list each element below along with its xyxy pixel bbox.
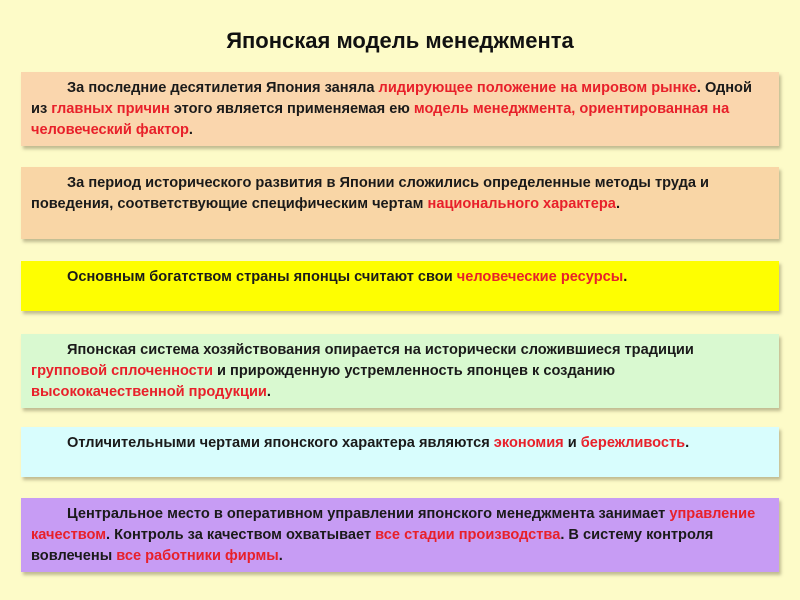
text-block-1 <box>21 72 779 146</box>
text-block-6 <box>21 498 779 572</box>
text-run: Основным богатством страны японцы считают свои <box>67 269 457 285</box>
text-run: За последние десятилетия Япония заняла <box>67 80 379 96</box>
text-run: Японская система хозяйствования опирается на исторически сложившиеся традиции <box>67 342 694 358</box>
highlighted-phrase: все работники фирмы <box>116 548 279 564</box>
text-run: За период исторического развития в Японии сложились определенные методы труда и поведения, соответствующие специфическим чертам <box>31 175 709 212</box>
highlighted-phrase: модель менеджмента, ориентированная на человеческий фактор <box>31 101 730 138</box>
text-run: . <box>685 435 690 451</box>
text-run: и <box>563 435 581 451</box>
highlighted-phrase: лидирующее положение на мировом рынке <box>378 80 697 96</box>
highlighted-phrase: бережливость <box>580 435 686 451</box>
highlighted-phrase: главных причин <box>51 101 170 117</box>
page-title: Японская модель менеджмента <box>226 28 574 53</box>
text-run: . Контроль за качеством охватывает <box>106 527 376 543</box>
text-run: . <box>266 384 271 400</box>
highlighted-phrase: национального характера <box>427 196 616 212</box>
text-run: и прирожденную устремленность японцев к созданию <box>212 363 616 379</box>
text-run: . <box>623 269 628 285</box>
text-block-4 <box>21 334 779 408</box>
text-block-2 <box>21 167 779 239</box>
text-run: . <box>188 122 193 138</box>
text-run: . В систему контроля вовлечены <box>31 527 714 564</box>
text-run: Отличительными чертами японского характера являются <box>67 435 494 451</box>
text-block-5 <box>21 427 779 477</box>
highlighted-phrase: все стадии производства <box>375 527 561 543</box>
text-block-3 <box>21 261 779 311</box>
highlighted-phrase: высококачественной продукции <box>31 384 267 400</box>
text-run: . <box>278 548 283 564</box>
highlighted-phrase: управление качеством <box>31 506 756 543</box>
text-run: . Одной из <box>31 80 752 117</box>
text-run: Центральное место в оперативном управлении японского менеджмента занимает <box>67 506 670 522</box>
text-run: этого является применяемая ею <box>169 101 414 117</box>
highlighted-phrase: групповой сплоченности <box>31 363 213 379</box>
text-run: . <box>615 196 620 212</box>
highlighted-phrase: экономия <box>493 435 564 451</box>
highlighted-phrase: человеческие ресурсы <box>456 269 624 285</box>
